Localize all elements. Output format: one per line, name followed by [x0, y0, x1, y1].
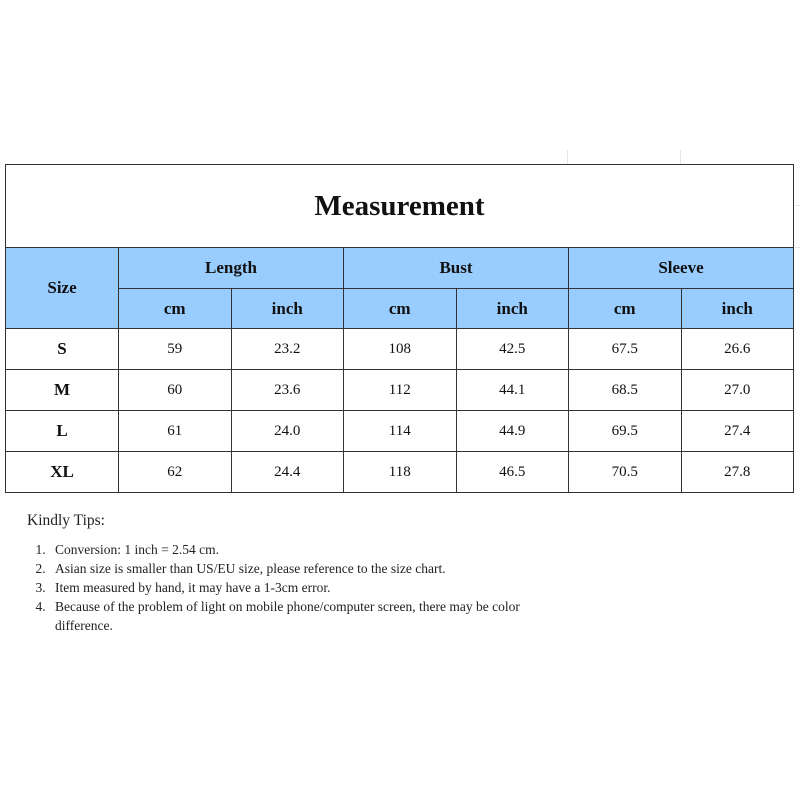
- sleeve-cm-cell: 69.5: [569, 411, 682, 452]
- sleeve-cm-header: cm: [569, 289, 682, 329]
- sleeve-cm-cell: 70.5: [569, 452, 682, 493]
- bust-cm-cell: 108: [344, 329, 457, 370]
- size-cell: M: [6, 370, 119, 411]
- length-inch-cell: 24.0: [231, 411, 344, 452]
- sleeve-cm-cell: 67.5: [569, 329, 682, 370]
- sleeve-inch-header: inch: [681, 289, 794, 329]
- length-inch-header: inch: [231, 289, 344, 329]
- size-cell: S: [6, 329, 119, 370]
- bust-inch-cell: 46.5: [456, 452, 569, 493]
- length-inch-cell: 23.2: [231, 329, 344, 370]
- tip-item: 2. Asian size is smaller than US/EU size, please reference to the size chart.: [49, 559, 567, 578]
- table-title: Measurement: [6, 165, 794, 248]
- bust-inch-cell: 44.9: [456, 411, 569, 452]
- tips-list: [27, 540, 567, 635]
- size-cell: XL: [6, 452, 119, 493]
- bust-inch-cell: 44.1: [456, 370, 569, 411]
- sleeve-inch-cell: 27.0: [681, 370, 794, 411]
- table-row: [6, 370, 794, 411]
- sleeve-inch-cell: 27.8: [681, 452, 794, 493]
- bust-cm-cell: 118: [344, 452, 457, 493]
- background-gridline: [567, 150, 568, 164]
- background-gridline: [680, 150, 681, 164]
- length-cm-cell: 59: [119, 329, 232, 370]
- sleeve-cm-cell: 68.5: [569, 370, 682, 411]
- tips-title: Kindly Tips:: [27, 512, 105, 529]
- background-gridline: [795, 205, 800, 206]
- size-chart-table: [5, 164, 794, 493]
- length-inch-cell: 23.6: [231, 370, 344, 411]
- tip-item: 3. Item measured by hand, it may have a 1-3cm error.: [49, 578, 567, 597]
- table-row: [6, 411, 794, 452]
- bust-inch-header: inch: [456, 289, 569, 329]
- length-cm-header: cm: [119, 289, 232, 329]
- table-row: [6, 329, 794, 370]
- length-cm-cell: 61: [119, 411, 232, 452]
- bust-cm-cell: 112: [344, 370, 457, 411]
- bust-group-header: Bust: [344, 248, 569, 289]
- length-cm-cell: 60: [119, 370, 232, 411]
- length-cm-cell: 62: [119, 452, 232, 493]
- length-inch-cell: 24.4: [231, 452, 344, 493]
- bust-cm-cell: 114: [344, 411, 457, 452]
- sleeve-inch-cell: 26.6: [681, 329, 794, 370]
- bust-cm-header: cm: [344, 289, 457, 329]
- size-cell: L: [6, 411, 119, 452]
- tip-item: 4. Because of the problem of light on mobile phone/computer screen, there may be color difference.: [49, 597, 567, 635]
- sleeve-inch-cell: 27.4: [681, 411, 794, 452]
- background-gridline: [795, 247, 800, 248]
- tip-item: 1. Conversion: 1 inch = 2.54 cm.: [49, 540, 567, 559]
- sleeve-group-header: Sleeve: [569, 248, 794, 289]
- length-group-header: Length: [119, 248, 344, 289]
- bust-inch-cell: 42.5: [456, 329, 569, 370]
- kindly-tips: [27, 512, 567, 635]
- table-row: [6, 452, 794, 493]
- size-column-header: Size: [6, 248, 119, 329]
